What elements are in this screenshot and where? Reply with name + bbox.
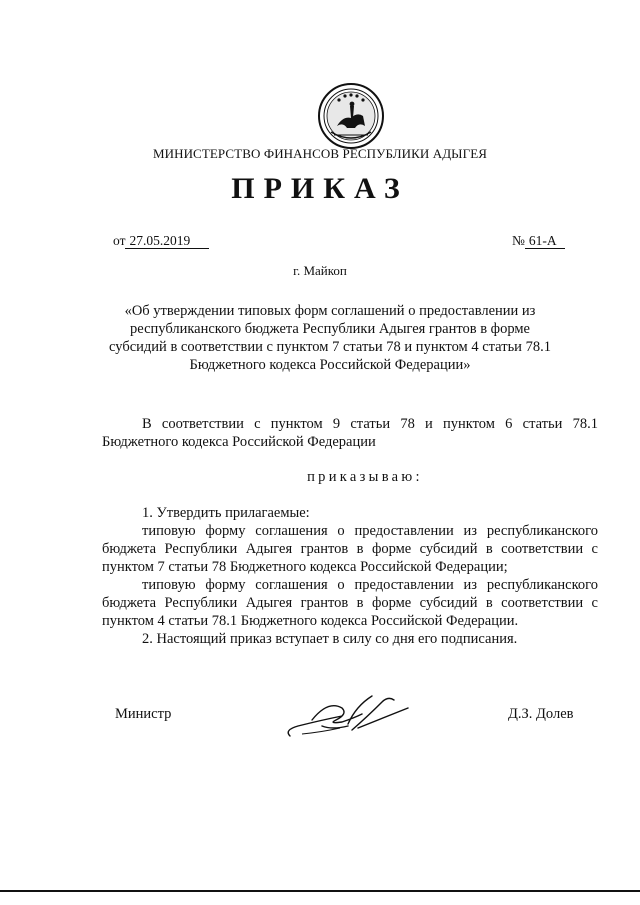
signer-name: Д.З. Долев xyxy=(508,706,574,722)
date-prefix: от xyxy=(113,233,126,248)
legal-basis: В соответствии с пунктом 9 статьи 78 и пунктом 6 статьи 78.1 Бюджетного кодекса Российской Федерации xyxy=(102,416,598,450)
number-prefix: № xyxy=(512,233,525,248)
city: г. Майкоп xyxy=(293,263,347,278)
document-number: 61-А xyxy=(525,233,565,249)
signer-position: Министр xyxy=(115,706,172,722)
list-item: 1. Утвердить прилагаемые: xyxy=(142,505,310,521)
order-items xyxy=(102,504,598,648)
list-item: 2. Настоящий приказ вступает в силу со дня его подписания. xyxy=(142,631,518,647)
coat-of-arms-icon xyxy=(317,82,385,150)
list-item: типовую форму соглашения о предоставлении из республиканского бюджета Республики Адыгея грантов в форме субсидий в соответствии с пунктом 7 статьи 78 Бюджетного кодекса Российской Федерации; xyxy=(102,523,598,575)
ministry-name: МИНИСТЕРСТВО ФИНАНСОВ РЕСПУБЛИКИ АДЫГЕЯ xyxy=(152,146,488,161)
number-line xyxy=(512,233,565,249)
signature-icon xyxy=(282,686,414,744)
date-line xyxy=(113,233,209,249)
document-title: ПРИКАЗ xyxy=(231,172,409,205)
document-subject: «Об утверждении типовых форм соглашений о предоставлении из республиканского бюджета Республики Адыгея грантов в форме субсидий в соответствии с пунктом 7 статьи 78 и пунктом 4 статьи 78.1 Бюджетного кодекса Российской Федерации» xyxy=(109,303,551,373)
page-bottom-rule xyxy=(0,890,640,892)
order-word: приказываю: xyxy=(307,469,423,485)
document-date: 27.05.2019 xyxy=(125,233,209,249)
list-item: типовую форму соглашения о предоставлении из республиканского бюджета Республики Адыгея грантов в форме субсидий в соответствии с пунктом 4 статьи 78.1 Бюджетного кодекса Российской Федерации. xyxy=(102,577,598,629)
